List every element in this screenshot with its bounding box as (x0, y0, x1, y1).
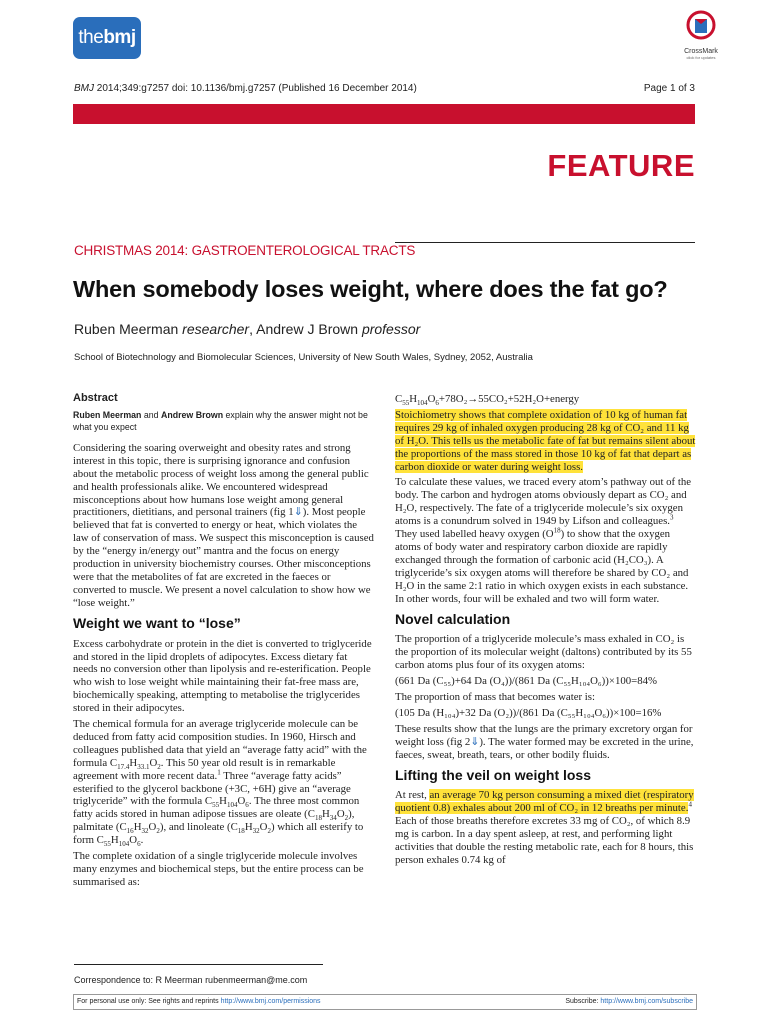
lead-text: explain why the answer might not be what you expect (73, 409, 368, 433)
author-2-role: professor (361, 321, 421, 337)
feature-label: FEATURE (547, 148, 695, 183)
formula-text-g: ) which all esterify to form C (73, 821, 364, 847)
intro-text-2: ). Most people believed that fat is converted to energy or heat, which violates the law of conservation of mass. We suspect this misconception is caused by the “energy in/energy out” mantra and the focus on energy production in university biochemistry courses. Other misconceptions were that the metabolites of fat are excreted in the faeces or converted to muscle. We present a novel calculation to show how we “lose weight.” (73, 506, 374, 609)
atoms-text-c: ) to show that the oxygen atoms of body water and respiratory carbon dioxide are rapidly exchanged through the formation of carbonic acid (H₂CO₃). A triglyceride’s six oxygen atoms will therefore be shared by CO₂ and H₂O in the same 2:1 ratio in which oxygen exists in each substance. In other words, four will be exhaled and two will form water. (395, 528, 689, 605)
footer-subscribe-text: Subscribe: (565, 998, 601, 1005)
atoms-text-b: They used labelled heavy oxygen (O (395, 528, 554, 541)
footer-personal-text: For personal use only: See rights and reprints (77, 998, 221, 1005)
rest-text-a: At rest, (395, 789, 430, 802)
calculation-co2: (661 Da (C₅₅)+64 Da (O₄))/(861 Da (C₅₅H₁₀₄O₆))×100=84% (395, 675, 658, 688)
paragraph-rest: At rest, an average 70 kg person consuming a mixed diet (respiratory quotient 0.8) exhales about 200 ml of CO₂ in 12 breaths per minute.$^4$ Each of those breaths therefore excretes 33 mg of CO₂, of which 8.9 mg is carbon. In a day spent asleep, at rest, and performing light activities that double the resting metabolic rate, each for 8 hours, this person exhales 0.74 kg of (395, 789, 694, 866)
formula-text-b: . This 50 year old result is in remarkable agreement with more recent data. (73, 756, 336, 782)
paragraph-proportion: The proportion of a triglyceride molecule’s mass exhaled in CO₂ is the proportion of its molecular weight (daltons) contributed by its 55 carbon atoms plus four of its oxygen atoms: (395, 633, 692, 672)
section-rule (395, 242, 695, 243)
author-1-role: researcher (182, 321, 250, 337)
paragraph-atoms: To calculate these values, we traced every atom’s pathway out of the body. The carbon and hydrogen atoms obviously depart as CO₂ and H₂O, respectively. The fate of a triglyceride molecule’s six oxygen atoms is a conundrum solved in 1949 by Lifson and colleagues.$^3$ They used labelled heavy oxygen $(O^{18})$ to show that the oxygen atoms of body water and respiratory carbon dioxide are rapidly exchanged through the formation of carbonic acid (H₂CO₃). A triglyceride’s six oxygen atoms will therefore be shared by CO₂ and H₂O in the same 2:1 ratio in which oxygen exists in each substance. In other words, four will be exhaled and two will form water. (395, 476, 692, 605)
citation-journal: BMJ (74, 83, 94, 94)
paragraph-excess: Excess carbohydrate or protein in the diet is converted to triglyceride and stored in the lipid droplets of adipocytes. Excess dietary fat needs no conversion other than lipolysis and re-esterification. People who wish to lose weight while maintaining their fat-free mass are, biochemically speaking, attempting to metabolise the triglycerides stored in their adipocytes. (73, 637, 372, 715)
lead-author-1: Ruben Meerman (73, 409, 142, 420)
crossmark-label: CrossMark (684, 48, 718, 55)
author-line (74, 321, 420, 337)
crossmark-sub: click for updates (686, 55, 716, 60)
left-column (73, 392, 374, 892)
affiliation: School of Biotechnology and Biomolecular Sciences, University of New South Wales, Sydney, 2052, Australia (74, 352, 533, 363)
formula-text-f: ), and linoleate (C (159, 821, 238, 834)
equation-text: +78O₂→55CO₂+52H₂O+energy (438, 393, 580, 405)
crossmark-badge[interactable] (681, 10, 721, 70)
citation (74, 83, 417, 94)
bmj-logo[interactable] (73, 17, 141, 59)
lead-author-2: Andrew Brown (161, 409, 224, 420)
author-1: Ruben Meerman (74, 321, 179, 337)
rest-text-b: Each of those breaths therefore excretes 33 mg of CO₂, of which 8.9 mg is carbon. In a day spent asleep, at rest, and performing light activities that double the resting metabolic rate, each for 8 hours, this person exhales 0.74 kg of (395, 815, 694, 866)
section-label: CHRISTMAS 2014: GASTROENTEROLOGICAL TRACTS (74, 243, 416, 258)
highlight-breathing: an average 70 kg person consuming a mixed diet (respiratory quotient 0.8) exhales about 200 ml of CO₂ in 12 breaths per minute. (395, 789, 694, 815)
correspondence-rule (74, 964, 323, 965)
formula-text-d: . The three most common fatty acids stored in human adipose tissues are oleate (C (73, 795, 360, 821)
paragraph-formula: The chemical formula for an average triglyceride molecule can be deduced from fatty acid composition studies. In 1960, Hirsch and colleagues published data that yield an “average fatty acid” with the formula $C_{17.4}H_{33.1}O_2$. This 50 year old result is in remarkable agreement with more recent data.$^1$ Three “average fatty acids” esterified to the glycerol backbone (+3C, +6H) give an “average triglyceride” with the formula $C_{55}H_{104}O_6$. The three most common fatty acids stored in human adipose tissues are oleate $(C_{18}H_{34}O_2)$, palmitate $(C_{16}H_{32}O_2)$, and linoleate $(C_{18}H_{32}O_2)$ which all esterify to form $C_{55}H_{104}O_6$. (73, 718, 367, 849)
heading-weight: Weight we want to “lose” (73, 614, 241, 631)
heading-novel: Novel calculation (395, 610, 511, 627)
heading-veil: Lifting the veil on weight loss (395, 766, 592, 783)
author-2: Andrew J Brown (256, 321, 359, 337)
abstract-lead (73, 409, 374, 434)
footer-bar (73, 994, 697, 1010)
logo-the: the (78, 27, 104, 48)
abstract-heading: Abstract (73, 392, 118, 404)
highlight-stoichiometry: Stoichiometry shows that complete oxidation of 10 kg of human fat requires 29 kg of inhaled oxygen producing 28 kg of CO₂ and 11 kg of H₂O. This tells us the metabolic fate of fat but remains silent about the proportions of the mass stored in those 10 kg of fat that depart as carbon dioxide or water during weight loss. (395, 408, 696, 473)
footer-rights (77, 995, 321, 1009)
paragraph-stoichiometry (395, 409, 696, 474)
permissions-link[interactable]: http://www.bmj.com/permissions (220, 998, 321, 1005)
citation-details: 2014;349:g7257 doi: 10.1136/bmj.g7257 (Published 16 December 2014) (94, 83, 417, 94)
equation: $C_{55}H_{104}O_6+78O_2\to 55CO_2+52H_2O+energy$ (395, 393, 580, 408)
lead-and: and (141, 409, 162, 420)
page-number: Page 1 of 3 (643, 83, 695, 94)
logo-bmj: bmj (103, 27, 136, 48)
formula-text-a: The chemical formula for an average triglyceride molecule can be deduced from fatty acid composition studies. In 1960, Hirsch and colleagues published data that yield an “average fatty acid” with the formula C (73, 718, 367, 769)
calculation-water: (105 Da (H₁₀₄)+32 Da (O₂))/(861 Da (C₅₅H₁₀₄O₆))×100=16% (395, 706, 662, 719)
paragraph-oxidation: The complete oxidation of a single triglyceride molecule involves many enzymes and biochemical steps, but the entire process can be summarised as: (73, 850, 364, 888)
correspondence: Correspondence to: R Meerman rubenmeerman@me.com (74, 975, 308, 985)
atoms-text-a: To calculate these values, we traced every atom’s pathway out of the body. The carbon and hydrogen atoms obviously depart as CO₂ and H₂O, respectively. The fate of a triglyceride molecule’s six oxygen atoms is a conundrum solved in 1949 by Lifson and colleagues. (395, 476, 692, 528)
fig-2-link[interactable]: ⇓ (470, 735, 480, 748)
crossmark-icon (686, 10, 716, 46)
formula-text-e: ), palmitate (C (73, 808, 355, 834)
lungs-text-b: ). The water formed may be excreted in the urine, faeces, sweat, breath, tears, or other bodily fluids. (395, 735, 694, 761)
article-title: When somebody loses weight, where does the fat go? (73, 276, 668, 302)
paragraph-intro (73, 442, 374, 610)
author-separator: , (249, 321, 257, 337)
paragraph-water: The proportion of mass that becomes water is: (395, 691, 595, 704)
intro-text: Considering the soaring overweight and obesity rates and strong interest in this topic, there is surprising ignorance and confusion about the metabolic process of weight loss among the general public and health professionals alike. We encountered widespread misconceptions about how humans lose weight among general practitioners, dietitians, and personal trainers (fig 1 (73, 441, 369, 519)
footer-subscribe (565, 995, 693, 1009)
formula-text-c: Three “average fatty acids” esterified to the glycerol backbone (+3C, +6H) give an “average triglyceride” with the formula C (73, 769, 351, 808)
red-banner (73, 104, 695, 124)
subscribe-link[interactable]: http://www.bmj.com/subscribe (600, 998, 693, 1005)
fig-1-link[interactable]: ⇓ (293, 506, 303, 519)
paragraph-lungs (395, 723, 696, 762)
right-column (395, 393, 696, 870)
lungs-text-a: These results show that the lungs are the primary excretory organ for weight loss (fig 2 (395, 722, 693, 748)
